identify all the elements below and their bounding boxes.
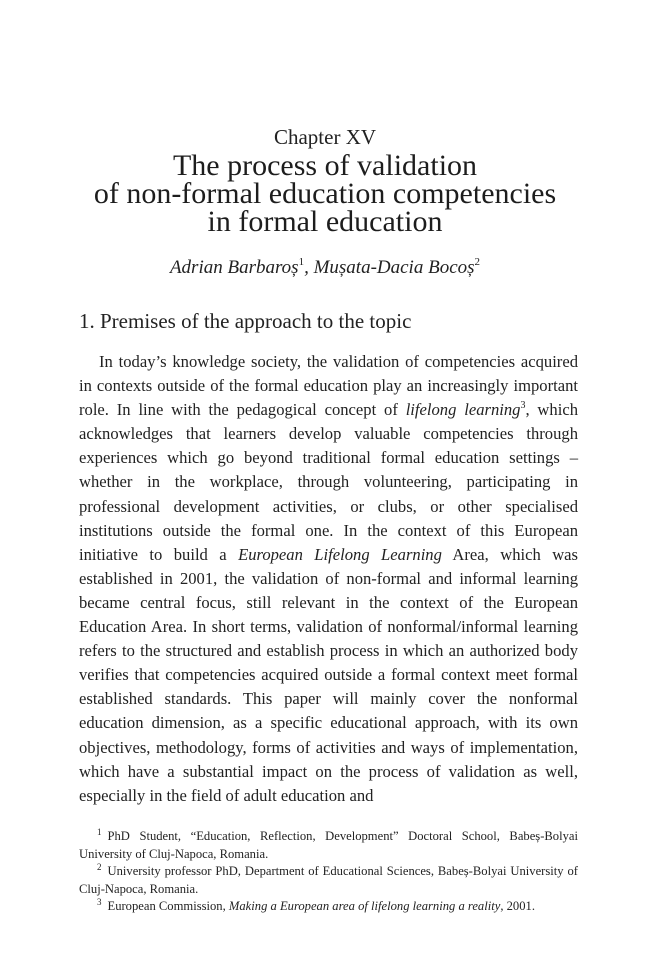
author-1-footnote-mark: 1 (298, 256, 305, 268)
footnote-2 (79, 863, 578, 898)
authors-line (0, 255, 650, 281)
body-text-part-2: , which acknowledges that learners develop valuable competencies through experiences which go beyond traditional formal education settings – whether in the workplace, through volunteering, participating in professional development activities, or clubs, or other specialised institutions outside the formal one. In the context of this European initiative to build a (79, 400, 578, 564)
title-line-3: in formal education (207, 205, 443, 238)
footnote-3-mark: 3 (97, 897, 102, 907)
footnote-3-text-after: , 2001. (500, 899, 535, 913)
footnote-3 (79, 898, 578, 916)
footnote-ref-3: 3 (520, 400, 526, 412)
body-text (79, 350, 578, 808)
chapter-title (0, 149, 650, 238)
footnote-1-mark: 1 (97, 827, 102, 837)
footnote-2-mark: 2 (97, 862, 102, 872)
title-line-2: of non-formal education competencies (93, 177, 557, 210)
author-1: Adrian Barbaroș (169, 257, 299, 278)
footnote-1 (79, 828, 578, 863)
body-paragraph (79, 350, 578, 808)
author-2-footnote-mark: 2 (474, 256, 481, 268)
chapter-label: Chapter XV (273, 125, 377, 149)
body-text-part-1: In today’s knowledge society, the validation of competencies acquired in contexts outside of the formal education play an increasingly important role. In line with the pedagogical concept of (79, 352, 578, 420)
footnote-1-text: PhD Student, “Education, Reflection, Development” Doctoral School, Babeș-Bolyai University of Cluj-Napoca, Romania. (79, 829, 578, 861)
body-italic-lifelong-learning: lifelong learning (405, 400, 521, 420)
section-heading: 1. Premises of the approach to the topic (79, 309, 412, 333)
footnotes (79, 828, 578, 916)
author-2: Mușata-Dacia Bocoș (313, 257, 475, 278)
body-text-part-3: Area, which was established in 2001, the validation of non-formal and informal learning became central focus, still relevant in the context of the European Education Area. In short terms, validation of nonformal/informal learning refers to the structured and establish process in which an authorized body verifies that competencies acquired outside a formal context meet formal established standards. This paper will mainly cover the nonformal education dimension, as a specific educational approach, with its own objectives, methodology, forms of activities and ways of implementation, which have a substantial impact on the process of validation as well, especially in the field of adult education and (79, 544, 579, 805)
author-separator: , (304, 257, 314, 278)
footnote-2-text: University professor PhD, Department of Educational Sciences, Babeș-Bolyai University of Cluj-Napoca, Romania. (79, 864, 578, 896)
footnote-3-text-before: European Commission, (107, 899, 229, 913)
title-line-1: The process of validation (172, 149, 478, 182)
body-italic-european-lifelong-learning: European Lifelong Learning (238, 544, 442, 564)
footnote-3-italic-title: Making a European area of lifelong learning a reality (228, 899, 501, 913)
